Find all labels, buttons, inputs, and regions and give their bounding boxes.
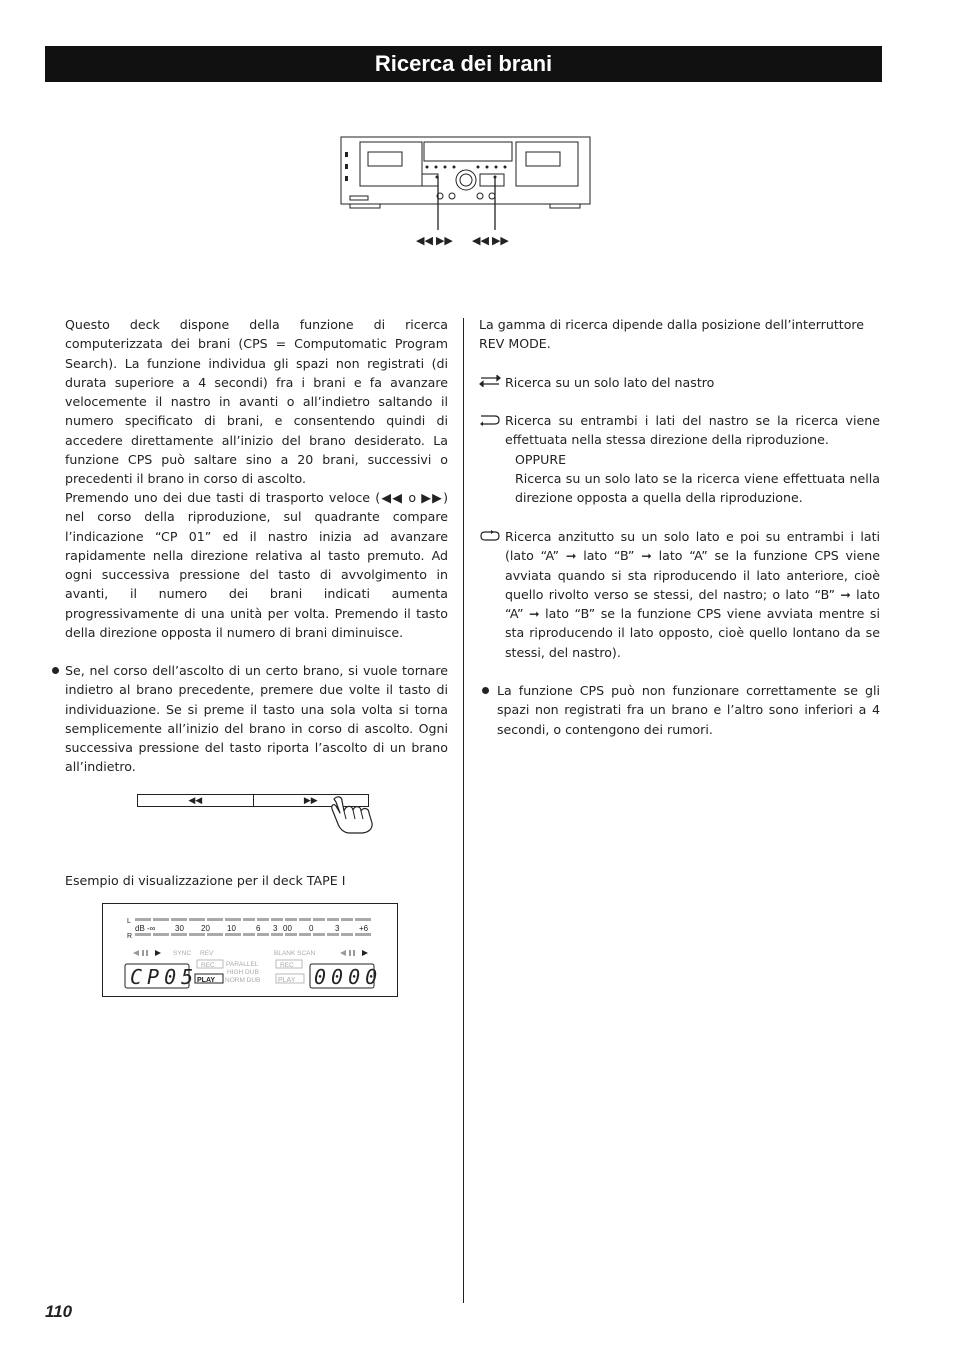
left-readout: CP05 bbox=[130, 965, 199, 989]
search-buttons-label-left: ◀◀ ▶▶ bbox=[416, 235, 453, 247]
channel-r-label: R bbox=[127, 933, 133, 940]
play-indicator-left: PLAY bbox=[197, 977, 216, 984]
rev-indicator: REV bbox=[200, 950, 214, 957]
cassette-deck-illustration bbox=[330, 130, 600, 255]
rec-indicator-left: REC bbox=[201, 962, 215, 969]
rewind-button[interactable]: ◀◀ bbox=[138, 795, 254, 806]
continuous-mode-icon bbox=[479, 530, 501, 542]
intro-paragraph: Questo deck dispone della funzione di ricerca computerizzata dei brani (CPS = Computomatic Program Search). La funzione individua gli spazi non registrati (di durata superiore a 4 secondi) fra i brani e fa avanzare velocemente il nastro in avanti o all’indietro saltando il numero specificato di brani, e consentendo quindi di accedere direttamente all’inizio del brano desiderato. La funzione CPS può saltare sino a 20 brani, successivi o precedenti il brano in corso di ascolto. bbox=[65, 317, 448, 487]
svg-text:3: 3 bbox=[273, 924, 278, 933]
bullet-dot bbox=[482, 687, 489, 694]
svg-text:30: 30 bbox=[175, 924, 184, 933]
page-title: Ricerca dei brani bbox=[374, 51, 553, 76]
mode2-text-b: Ricerca su un solo lato se la ricerca viene effettuata nella direzione opposta a quella della riproduzione. bbox=[515, 471, 880, 506]
svg-text:dB -∞: dB -∞ bbox=[135, 924, 156, 933]
bullet-cps-warning: La funzione CPS può non funzionare correttamente se gli spazi non registrati fra un brano e l’altro sono inferiori a 4 secondi, o contengono dei rumori. bbox=[497, 683, 880, 737]
level-meter-scale bbox=[135, 924, 369, 933]
bullet-previous-track: Se, nel corso dell’ascolto di un certo brano, si vuole tornare indietro al brano precedente, premere due volte il tasto di individuazione. Se si preme il tasto una sola volta si torna semplicemente all’inizio del brano in corso di ascolto. Ogni successiva pressione del tasto riporta l’ascolto di un brano all’indietro. bbox=[65, 663, 448, 775]
reverse-once-mode-icon bbox=[479, 414, 501, 426]
svg-text:10: 10 bbox=[227, 924, 236, 933]
search-buttons-label-right: ◀◀ ▶▶ bbox=[472, 235, 509, 247]
parallel-indicator: PARALLEL bbox=[226, 961, 259, 968]
right-readout: 0000 bbox=[314, 965, 383, 989]
high-dub-indicator: HIGH DUB bbox=[227, 969, 259, 976]
page-number: 110 bbox=[45, 1302, 73, 1321]
mode2-or: OPPURE bbox=[515, 452, 567, 467]
display-caption: Esempio di visualizzazione per il deck TAPE I bbox=[65, 873, 346, 888]
blank-scan-indicator: BLANK SCAN bbox=[274, 950, 316, 957]
one-way-mode-icon bbox=[479, 375, 501, 387]
range-intro: La gamma di ricerca dipende dalla posizione dell’interruttore REV MODE. bbox=[479, 317, 865, 352]
page-title-bar bbox=[45, 46, 882, 82]
svg-text:6: 6 bbox=[256, 924, 261, 933]
display-panel bbox=[102, 903, 398, 997]
channel-l-label: L bbox=[127, 918, 131, 925]
pressing-hand-icon bbox=[328, 793, 378, 835]
mode2-text-a: Ricerca su entrambi i lati del nastro se la ricerca viene effettuata nella stessa direzione della riproduzione. bbox=[505, 413, 880, 448]
svg-text:3: 3 bbox=[335, 924, 340, 933]
transport-paragraph: Premendo uno dei due tasti di trasporto veloce (◀◀ o ▶▶) nel corso della riproduzione, sul quadrante compare l’indicazione “CP 01” ed il nastro inizia ad avanzare rapidamente nella direzione relativa al tasto premuto. Ad ogni successiva pressione del tasto di avvolgimento in avanti, il numero dei brani indicati aumenta progressivamente di una unità per volta. Premendo il tasto della direzione opposta il numero di brani diminuisce. bbox=[65, 490, 448, 641]
mode3-text: Ricerca anzitutto su un solo lato e poi su entrambi i lati (lato “A” ➞ lato “B” ➞ lato “A” se la funzione CPS viene avviata quando si sta riproducendo il lato anteriore, cioè quello rivolto verso se stessi, del nastro; o lato “B” ➞ lato “A” ➞ lato “B” se la funzione CPS viene avviata mentre si sta riproducendo il lato opposto, cioè quello lontano da se stessi, del nastro). bbox=[505, 529, 880, 660]
sync-indicator: SYNC bbox=[173, 950, 192, 957]
play-indicator-right: PLAY bbox=[278, 977, 296, 984]
column-divider bbox=[463, 318, 464, 1303]
svg-text:+6: +6 bbox=[359, 924, 369, 933]
norm-dub-indicator: NORM DUB bbox=[225, 977, 261, 984]
svg-text:20: 20 bbox=[201, 924, 210, 933]
rec-indicator-right: REC bbox=[280, 962, 294, 969]
svg-text:00: 00 bbox=[283, 924, 292, 933]
bullet-dot bbox=[52, 667, 59, 674]
svg-text:0: 0 bbox=[309, 924, 314, 933]
fast-forward-button[interactable]: ▶▶ bbox=[303, 795, 318, 806]
mode1-text: Ricerca su un solo lato del nastro bbox=[505, 375, 715, 390]
